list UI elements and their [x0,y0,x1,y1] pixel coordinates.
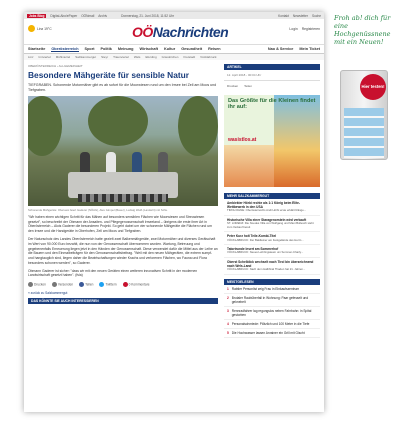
subnav-item[interactable]: Salzkammergut [75,55,97,59]
search-link[interactable]: Suche [311,13,321,18]
article-paragraph: Obmann Gaderer ist sicher: "dass wir mit den neuen Geräten einen weiteren innovativen Schritt in der modernen Landwirtschaft gesetzt haben". (fsla) [28,268,198,278]
article-paragraph: "Wir haben einen wichtigen Schritt für das Mähen auf besonders sensiblen Flächen wie Moorwiesen und Streuwiesen gesetzt", so beschreibt der Obmann der Ansaiten- und Pflegegenossenschaft Irrseeland – übrigens die erste ihrer Art in Oberösterreich – Alois Gaderer die besonderen Projekt. So geht dabei um vier schonende Mähgeräte die Flächen rund um den Irrsee und die Handgeräte in Oberhofen, Zell am Moos und Tiefgraben. [28,214,212,234]
photo-tree [178,96,218,156]
topbar-link[interactable]: Archiv [98,13,108,18]
site-header [24,19,324,45]
most-read-item[interactable]: 4 Personalschmiede: Plötzlich und 100 Meter in die Tiefe [224,320,320,329]
photo-tree [88,96,148,146]
news-item[interactable]: Tatortrunde lesert am Sommerhof VÖCKLABRUCK: Neues Lehrlingsteam um Sommer-Charly... [224,245,320,258]
back-link[interactable]: « zurück zu Salzkammergut [28,291,68,296]
nav-item-politik[interactable]: Politik [100,47,112,51]
subnav-item[interactable]: Eferding [145,55,157,59]
subnav-item[interactable]: Steyr [101,55,109,59]
print-icon [28,282,33,287]
sun-icon [28,25,35,32]
nav-item-reisen[interactable]: Reisen [208,47,221,51]
news-item[interactable]: Historische Villa einer Staragenorsteln wird verkauft ST. LORENZ: Die Noodes Villa von Wolfgang und Mani Bullesch steht zum Verkauf bereit [224,216,320,232]
weather-text: Linz 19°C [37,26,52,31]
nav-item-ticket[interactable]: Mein Ticket [299,47,320,51]
article-title: Besondere Mähgeräte für sensible Natur [28,70,190,80]
current-date: Donnerstag, 21. Juni 2018, 11:52 Uhr [121,13,175,18]
subnav-item[interactable]: Freistadt [183,55,196,59]
send-button[interactable]: Versenden [52,282,73,287]
nav-item-oberoesterreich[interactable]: Oberösterreich [51,46,79,51]
most-read-list [224,285,320,338]
sidebar-share-button[interactable]: Teilen [244,84,253,88]
sidebar-date: 12. April 2018 - 00:04 Uhr [224,70,320,81]
login-link[interactable]: Login [289,27,298,31]
newsletter-link[interactable]: Newsletter [292,13,308,18]
photo-tree [28,96,62,156]
register-link[interactable]: Registrieren [301,27,320,31]
contact-link[interactable]: Kontakt [278,13,289,18]
sidebar-print-button[interactable]: Drucken [227,84,239,88]
skyscraper-ad[interactable] [330,12,398,162]
more-news-heading: MEHR SALZKAMMERGUT [224,193,320,199]
article-lead: TIEFGRABEN. Schonende Motormäher gibt es ab sofort für die Moorwiesen rund um den Irrsee bei Zell am Moos und Tiefgraben. [28,83,217,93]
subnav-item[interactable]: Traunviertel [113,55,129,59]
breadcrumb[interactable]: OBERÖSTERREICH › ALLGEMEINHEIT [28,64,83,68]
sky-ad-text: Froh ab! dich für eine Hochgenüssnene mit ein Neuen! [334,14,391,47]
sidebar-share [224,81,320,91]
related-heading: DAS KÖNNTE SIE AUCH INTERESSIEREN [28,298,218,304]
nav-item-gesundheit[interactable]: Gesundheit [181,47,203,51]
article-body [28,215,218,278]
jobs-link[interactable]: Jobs Blog [29,13,45,18]
most-read-item[interactable]: 3 Rennradfahrer lag regungslos neben Fahrbahn: in Spital gestorben [224,307,320,320]
fridge-shelves [344,108,384,158]
nav-item-startseite[interactable]: Startseite [28,47,46,51]
ad-url: wasistlos.at [228,137,257,143]
most-read-heading: MEISTGELESEN [224,279,320,285]
nav-item-kultur[interactable]: Kultur [164,47,176,51]
twitter-icon [99,282,104,287]
site-logo[interactable]: OÖNachrichten [132,24,229,40]
news-item[interactable]: Ambiekter Hörbi rechte als 1:1 König beim Elite-Wettbewerb in den USA TIROL/OHNE: Oberösterreichs Andi Hörbi erste erklärt Ränge... [224,199,320,216]
photo-caption: Schonende Mähgeräte: Oberoesi feiert Gaderer (NÖAG), Alex Gimpel (Bauer), Ludwig Weiß (Landwirt) mit Schu. [28,207,169,212]
nav-item-service[interactable]: Nao & Service [267,47,294,51]
print-button[interactable]: Drucken [28,282,46,287]
nav-item-sport[interactable]: Sport [84,47,95,51]
subnav-item[interactable]: Mühlviertel [55,55,71,59]
test-badge[interactable]: Hier testen! [360,74,386,100]
photo-mower [68,172,178,198]
news-item[interactable]: Peter Kurz holt Teile-Kombi-Titel VÖCKLABRUCK: Der Baldleiner am Festgelände des Herrn... [224,232,320,245]
nav-item-meinung[interactable]: Meinung [117,47,134,51]
news-item[interactable]: Oberst Schelblick wechselt nach Tirol bin überzeichnend nach Wels-Land VÖCKLABRUCK: Nach dem Halbfinal Thaden hat 21. Jahren... [224,258,320,275]
subnav-item[interactable]: Innviertel [38,55,51,59]
subnav-item[interactable]: Wels [133,55,141,59]
news-list [224,199,320,275]
utility-bar [24,12,324,19]
topbar-link[interactable]: Digital-Abo/ePaper [50,13,78,18]
most-read-item[interactable]: 2 Brutaler Raubüberfall in Wohnung: Paar gefesselt und geknebelt [224,294,320,307]
sidebar [224,64,320,338]
weather-widget[interactable] [28,25,52,32]
comments-button[interactable]: 0 Kommentare [123,282,150,287]
subnav-item[interactable]: Vöcklabruck [200,55,217,59]
article-main [28,64,218,304]
sidebar-ad[interactable] [224,95,320,187]
share-button[interactable]: Teilen [79,282,93,287]
ad-text: Das Größte für die Kleinen findet ihr auf: [228,98,316,110]
subnav-item[interactable]: Grieskirchen [161,55,179,59]
article-paragraph: Der Naturschutz des Landes Oberösterreich hatte gezielt zwei Balkenmähgeräte, zwei Motormäher und diverses Gerätschaft im Wert von 90.000 Euro bezahlt, die nun von der Genossenschaft übernommen wurden. Wartung, Betreuung und gegebenenfalls Erneuerung liegen jetzt in den Händen der Genossenschaft. Diese verwendet dafür die Mittel aus der Leihe an die Bauern und den Einmalbeiträgen für den Genossenschaftsbeitrag. "Weil mit den neuen Mähgeräten, die extrem sumpf- und hangtauglich sind, liegen daher die Bewirtschaftungen wieder Krachs und verlorenen Flächen, wo Fauna und Flora besonders schonen werden", so Gaderer. [28,236,218,265]
main-nav [24,45,324,54]
subnav-item[interactable]: Linz [28,55,34,59]
most-read-item[interactable]: 1 Rabtier Personlist zeig Frau in Einkaufszentrum [224,285,320,294]
social-bar [28,282,218,287]
ad-image [224,145,274,187]
topbar-link[interactable]: OÖNmail [81,13,95,18]
region-subnav [24,54,324,60]
browser-page [24,12,324,412]
nav-item-wirtschaft[interactable]: Wirtschaft [139,47,159,51]
facebook-icon [79,282,84,287]
sidebar-article-heading: ARTIKEL [224,64,320,70]
tweet-button[interactable]: Twittern [99,282,116,287]
mail-icon [52,282,57,287]
most-read-item[interactable]: 5 Die Hochwasser lassen Anrainer ein Grill mit Gischt [224,329,320,338]
article-photo[interactable] [28,96,218,206]
comment-icon [123,282,128,287]
